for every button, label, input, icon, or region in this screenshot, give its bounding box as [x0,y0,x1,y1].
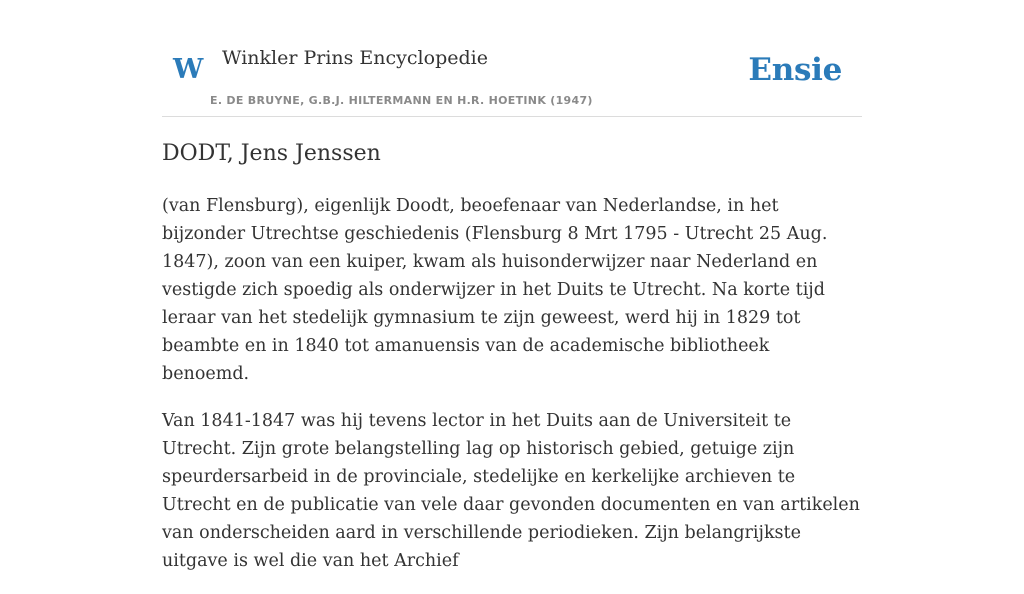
ensie-logo[interactable]: Ensie [748,52,842,88]
source-title[interactable]: Winkler Prins Encyclopedie [222,47,488,69]
winkler-prins-logo[interactable]: W [173,54,204,85]
source-authors: E. DE BRUYNE, G.B.J. HILTERMANN EN H.R. HOETINK (1947) [210,94,593,107]
article-paragraph: Van 1841-1847 was hij tevens lector in het Duits aan de Universiteit te Utrecht. Zijn grote belangstelling lag op historisch gebied, getuige zijn speurdersarbeid in de provinciale, stedelijke en kerkelijke archieven te Utrecht en de publicatie van vele daar gevonden documenten en van artikelen van onderscheiden aard in verschillende periodieken. Zijn belangrijkste uitgave is wel die van het Archief [162,411,860,571]
article-body [162,192,862,594]
article-title: DODT, Jens Jenssen [162,141,381,166]
site-header [162,0,862,117]
article-paragraph: (van Flensburg), eigenlijk Doodt, beoefenaar van Nederlandse, in het bijzonder Utrechtse geschiedenis (Flensburg 8 Mrt 1795 - Utrecht 25 Aug. 1847), zoon van een kuiper, kwam als huisonderwijzer naar Nederland en vestigde zich spoedig als onderwijzer in het Duits te Utrecht. Na korte tijd leraar van het stedelijk gymnasium te zijn geweest, werd hij in 1829 tot beambte en in 1840 tot amanuensis van de academische bibliotheek benoemd. [162,196,828,384]
